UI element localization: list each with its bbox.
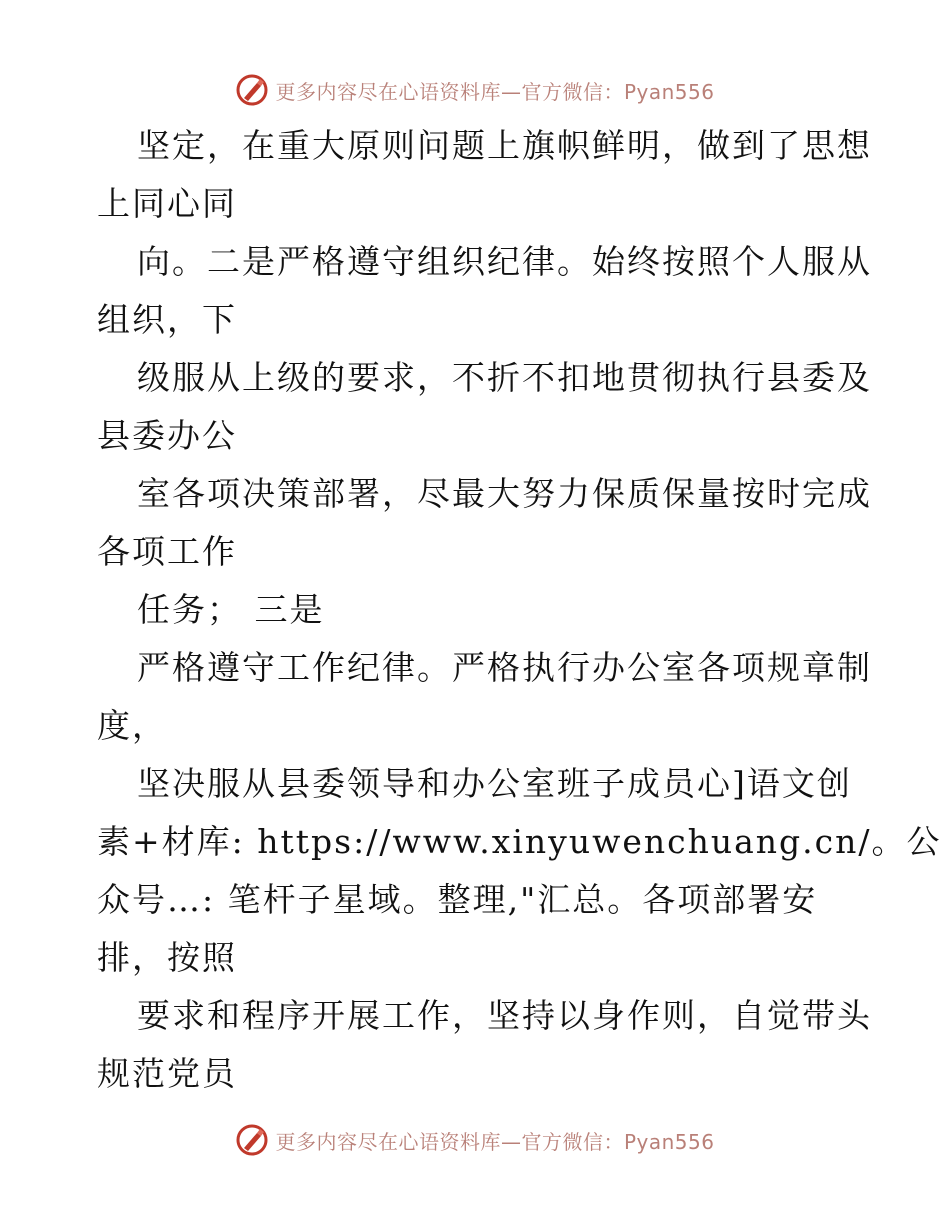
text-line: 级服从上级的要求，不折不扣地贯彻执行县委及 bbox=[137, 358, 872, 397]
text-line: 任务； 三是 bbox=[137, 590, 325, 629]
text-line: 排，按照 bbox=[97, 938, 237, 977]
text-line: 素+材库: https://www.xinyuwenchuang.cn/。公 bbox=[97, 822, 942, 861]
text-line: 要求和程序开展工作，坚持以身作则，自觉带头 bbox=[137, 996, 872, 1035]
pen-seal-icon bbox=[235, 73, 269, 107]
text-line: 县委办公 bbox=[97, 416, 237, 455]
document-body bbox=[97, 117, 942, 1103]
text-line: 向。二是严格遵守组织纪律。始终按照个人服从 bbox=[137, 242, 872, 281]
text-line: 各项工作 bbox=[97, 532, 237, 571]
text-line: 严格遵守工作纪律。严格执行办公室各项规章制 bbox=[137, 648, 872, 687]
header-watermark-text: 更多内容尽在心语资料库—官方微信：Pyan556 bbox=[275, 79, 715, 104]
text-line: 坚决服从县委领导和办公室班子成员心]语文创 bbox=[137, 764, 852, 803]
header-watermark bbox=[0, 70, 950, 110]
footer-watermark-text: 更多内容尽在心语资料库—官方微信：Pyan556 bbox=[275, 1129, 715, 1154]
text-line: 上同心同 bbox=[97, 184, 237, 223]
text-line: 坚定，在重大原则问题上旗帜鲜明，做到了思想 bbox=[137, 126, 872, 165]
text-line: 室各项决策部署，尽最大努力保质保量按时完成 bbox=[137, 474, 872, 513]
text-line: 度， bbox=[97, 706, 167, 745]
text-line: 规范党员 bbox=[97, 1054, 237, 1093]
text-line: 组织，下 bbox=[97, 300, 237, 339]
pen-seal-icon bbox=[235, 1123, 269, 1157]
text-line: 众号…: 笔杆子星域。整理,"汇总。各项部署安 bbox=[97, 880, 818, 919]
footer-watermark bbox=[0, 1120, 950, 1160]
